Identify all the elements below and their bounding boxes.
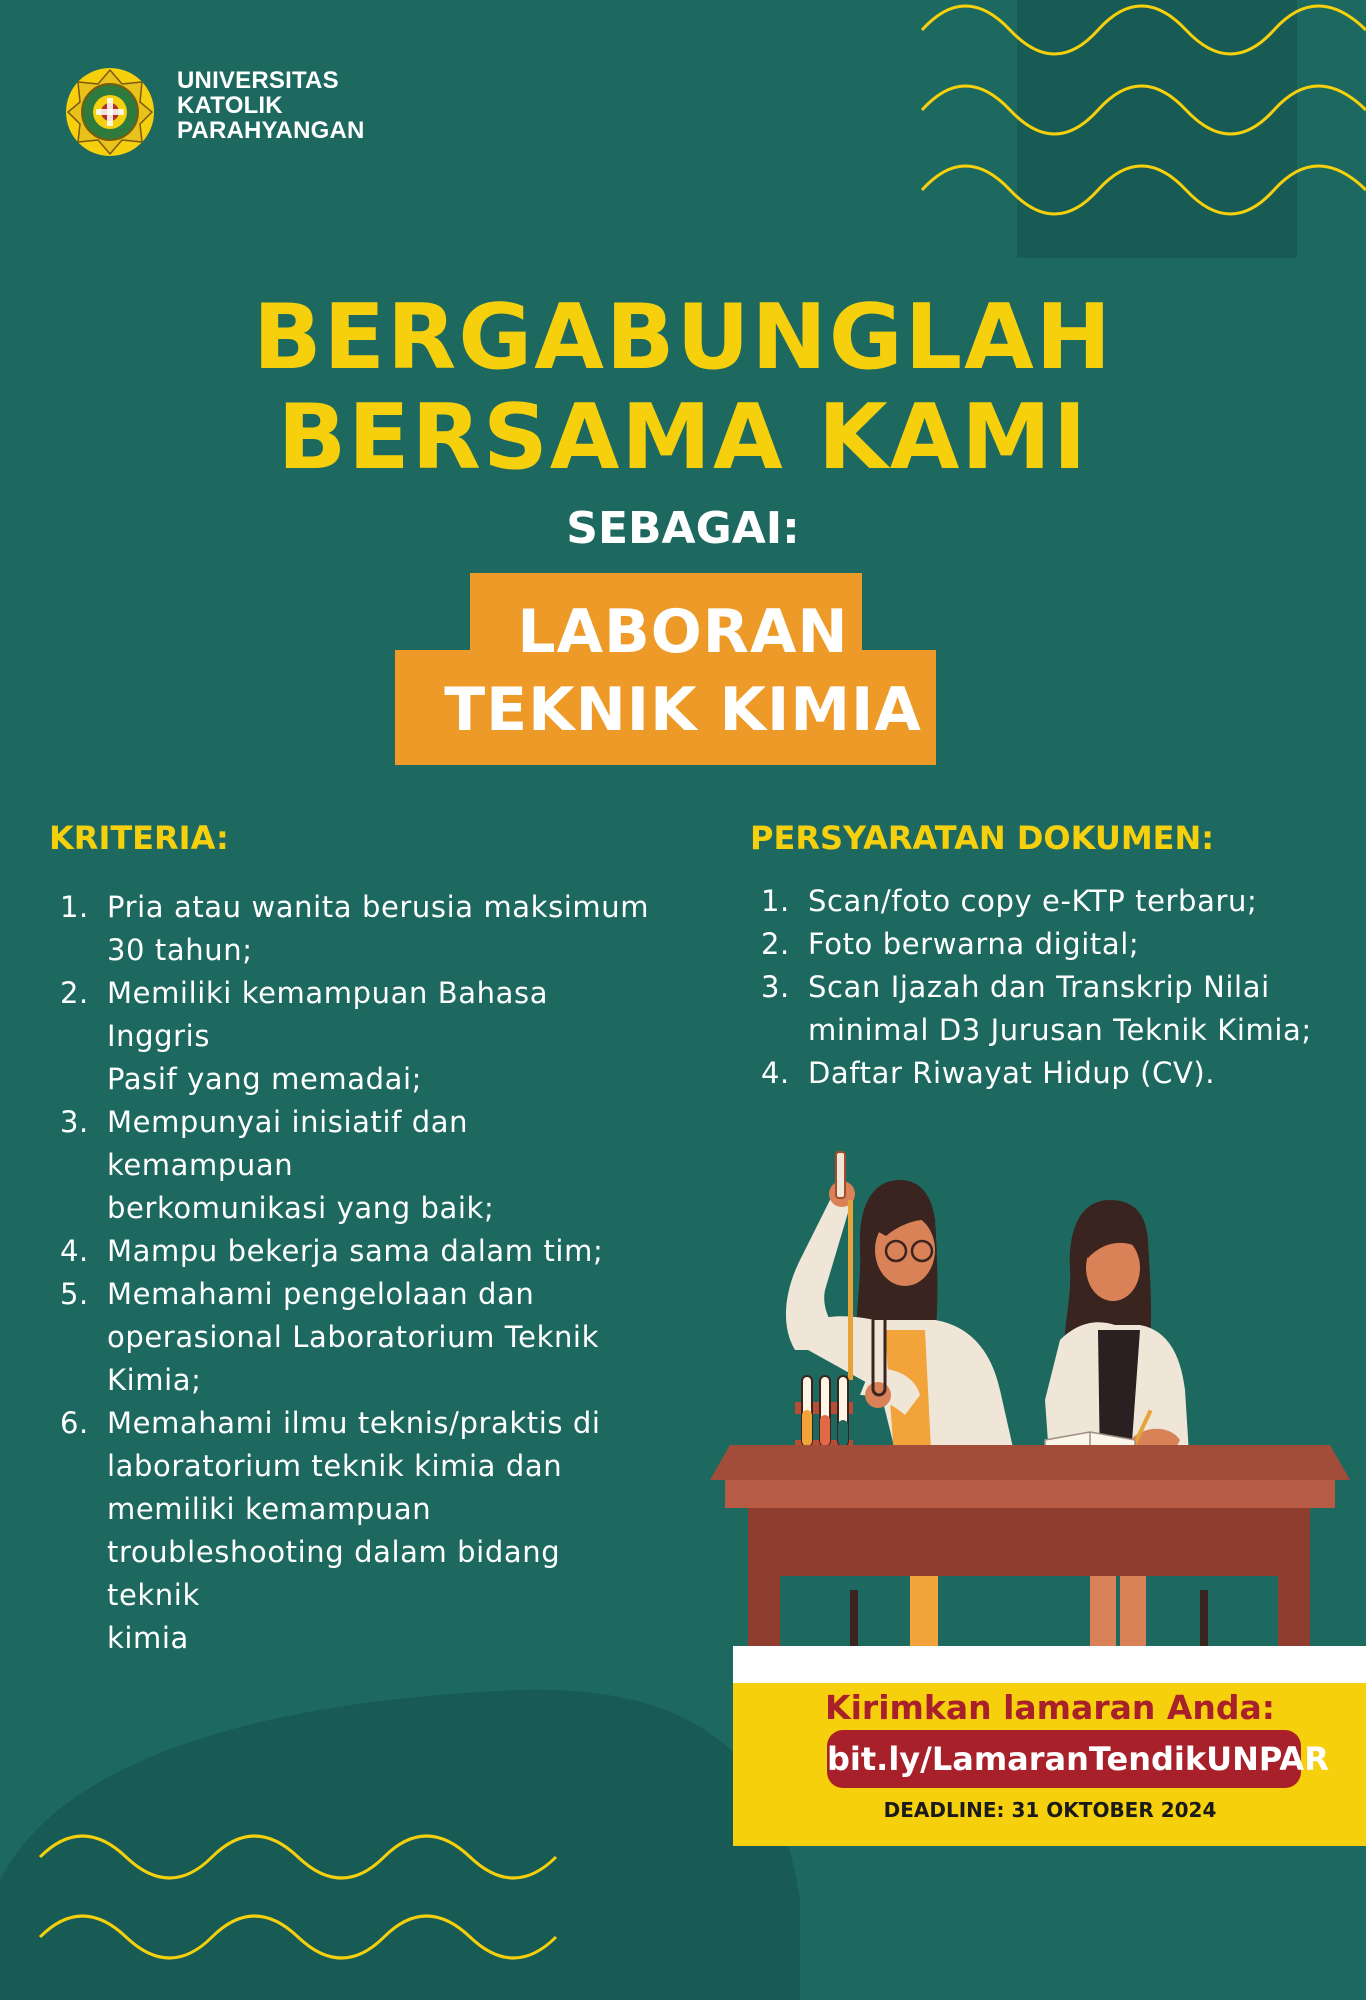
kriteria-item-text: Memahami pengelolaan dan	[107, 1277, 535, 1311]
dokumen-item	[761, 966, 1361, 1052]
university-seal-icon	[64, 66, 156, 158]
deadline-text: DEADLINE: 31 OKTOBER 2024	[883, 1798, 1217, 1822]
kriteria-item	[60, 1402, 660, 1660]
university-name	[177, 68, 365, 143]
kriteria-item-text: Kimia;	[107, 1363, 202, 1397]
dokumen-item-text: Daftar Riwayat Hidup (CV).	[808, 1056, 1216, 1090]
kriteria-item	[60, 1230, 660, 1273]
cta-top-band	[733, 1646, 1366, 1683]
kriteria-item-number: 2.	[60, 976, 89, 1010]
university-name-line: KATOLIK	[177, 92, 283, 119]
headline	[0, 285, 1366, 490]
dokumen-item-number: 2.	[761, 927, 790, 961]
role-line-2: TEKNIK KIMIA	[444, 675, 922, 745]
dokumen-item-text: Scan/foto copy e-KTP terbaru;	[808, 884, 1258, 918]
dokumen-item-text: minimal D3 Jurusan Teknik Kimia;	[808, 1013, 1312, 1047]
kriteria-title: KRITERIA:	[49, 819, 229, 857]
kriteria-item	[60, 972, 660, 1101]
headline-line-1: BERGABUNGLAH	[252, 285, 1114, 390]
kriteria-item-text: Mempunyai inisiatif dan kemampuan	[107, 1105, 469, 1182]
cta-title: Kirimkan lamaran Anda:	[825, 1688, 1275, 1727]
university-name-line: UNIVERSITAS	[177, 67, 339, 94]
subtitle: SEBAGAI:	[566, 503, 800, 554]
kriteria-item-number: 5.	[60, 1277, 89, 1311]
application-link[interactable]: bit.ly/LamaranTendikUNPAR	[827, 1730, 1301, 1788]
kriteria-item-number: 3.	[60, 1105, 89, 1139]
kriteria-item-number: 6.	[60, 1406, 89, 1440]
kriteria-item-number: 4.	[60, 1234, 89, 1268]
two-scientists-at-lab-desk-illustration	[700, 1140, 1360, 1650]
headline-line-2: BERSAMA KAMI	[277, 385, 1089, 490]
university-name-line: PARAHYANGAN	[177, 117, 365, 144]
dokumen-item-number: 1.	[761, 884, 790, 918]
kriteria-item-text: kimia	[107, 1621, 189, 1655]
kriteria-item	[60, 1273, 660, 1402]
kriteria-list	[60, 886, 660, 1660]
kriteria-item-text: Memiliki kemampuan Bahasa Inggris	[107, 976, 549, 1053]
top-right-panel	[1017, 0, 1297, 258]
kriteria-item-number: 1.	[60, 890, 89, 924]
kriteria-item-text: berkomunikasi yang baik;	[107, 1191, 495, 1225]
kriteria-item-text: Mampu bekerja sama dalam tim;	[107, 1234, 604, 1268]
dokumen-item-number: 4.	[761, 1056, 790, 1090]
kriteria-item	[60, 1101, 660, 1230]
dokumen-list	[761, 880, 1361, 1095]
dokumen-item	[761, 923, 1361, 966]
kriteria-item-text: laboratorium teknik kimia dan	[107, 1449, 563, 1483]
kriteria-item	[60, 886, 660, 972]
dokumen-item	[761, 880, 1361, 923]
kriteria-item-text: troubleshooting dalam bidang teknik	[107, 1535, 561, 1612]
dokumen-item-number: 3.	[761, 970, 790, 1004]
kriteria-item-text: Pasif yang memadai;	[107, 1062, 423, 1096]
dokumen-title: PERSYARATAN DOKUMEN:	[750, 819, 1215, 857]
kriteria-item-text: 30 tahun;	[107, 933, 253, 967]
kriteria-item-text: Pria atau wanita berusia maksimum	[107, 890, 650, 924]
kriteria-item-text: memiliki kemampuan	[107, 1492, 432, 1526]
dokumen-item	[761, 1052, 1361, 1095]
kriteria-item-text: Memahami ilmu teknis/praktis di	[107, 1406, 601, 1440]
role-line-1: LABORAN	[517, 597, 849, 667]
dokumen-item-text: Scan Ijazah dan Transkrip Nilai	[808, 970, 1270, 1004]
kriteria-item-text: operasional Laboratorium Teknik	[107, 1320, 599, 1354]
dokumen-item-text: Foto berwarna digital;	[808, 927, 1140, 961]
